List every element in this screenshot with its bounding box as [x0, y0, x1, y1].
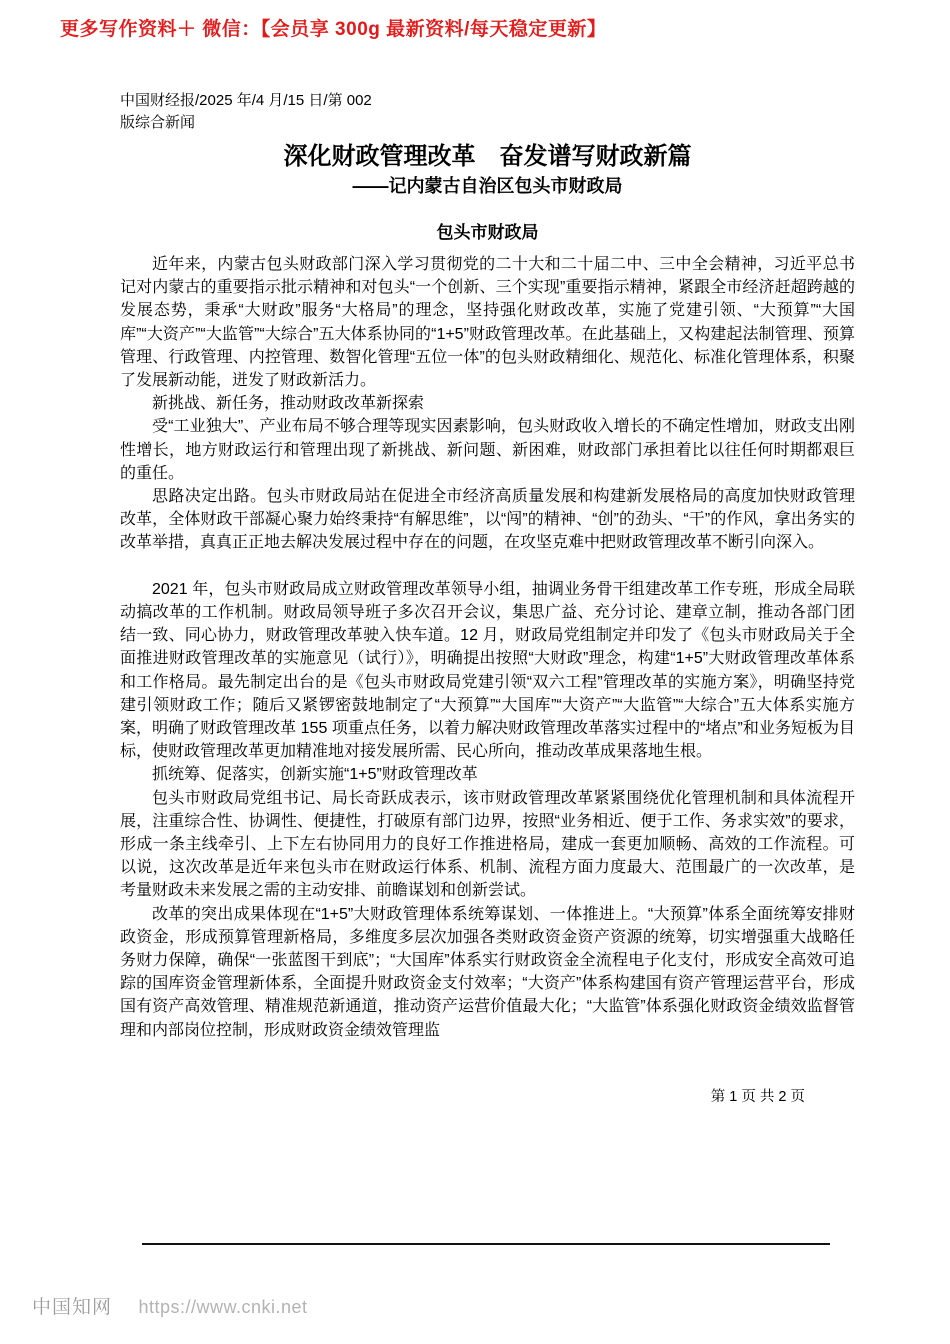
article-subtitle: ——记内蒙古自治区包头市财政局: [352, 176, 623, 196]
article-title: 深化财政管理改革 奋发谱写财政新篇: [283, 143, 692, 170]
article-author: 包头市财政局: [436, 223, 539, 242]
paragraph: 近年来，内蒙古包头财政部门深入学习贯彻党的二十大和二十届二中、三中全会精神，习近平总书记对内蒙古的重要指示批示精神和对包头“一个创新、三个实现”重要指示精神，紧跟全市经济赶超跨越的发展态势，秉承“大财政”服务“大格局”的理念，坚持强化财政改革，实施了党建引领、“大预算”“大国库”“大资产”“大监管”“大综合”五大体系协同的“1+5”财政管理改革。在此基础上，又构建起法制管理、预算管理、行政管理、内控管理、数智化管理“五位一体”的包头财政精细化、规范化、标准化管理体系，积聚了发展新动能，迸发了财政新活力。: [120, 256, 855, 390]
section-subheading: 抓统筹、促落实，创新实施“1+5”财政管理改革: [152, 766, 478, 784]
bottom-divider: [142, 1243, 830, 1245]
promo-banner: 更多写作资料＋ 微信：【会员享 300g 最新资料/每天稳定更新】: [60, 19, 607, 40]
article-body: [120, 253, 855, 1042]
source-line-2: 版综合新闻: [120, 114, 196, 131]
paragraph: 思路决定出路。包头市财政局站在促进全市经济高质量发展和构建新发展格局的高度加快财政管理改革，全体财政干部凝心聚力始终秉持“有解思维”，以“闯”的精神、“创”的劲头、“干”的作风，拿出务实的改革举措，真真正正地去解决发展过程中存在的问题，在攻坚克难中把财政管理改革不断引向深入。: [120, 488, 855, 552]
paragraph: 改革的突出成果体现在“1+5”大财政管理体系统筹谋划、一体推进上。“大预算”体系全面统筹安排财政资金，形成预算管理新格局，多维度多层次加强各类财政资金资产资源的统筹，切实增强重大战略任务财力保障，确保“一张蓝图干到底”；“大国库”体系实行财政资金全流程电子化支付，形成安全高效可追踪的国库资金管理新体系，全面提升财政资金支付效率；“大资产”体系构建国有资产管理运营平台，形成国有资产高效管理、精准规范新通道，推动资产运营价值最大化；“大监管”体系强化财政资金绩效监督管理和内部岗位控制，形成财政资金绩效管理监: [120, 905, 855, 1039]
cnki-logo-text: 中国知网: [32, 1297, 113, 1318]
page-indicator: 第 1 页 共 2 页: [710, 1089, 805, 1105]
source-line-1: 中国财经报/2025 年/4 月/15 日/第 002: [120, 92, 372, 109]
cnki-url-link[interactable]: https://www.cnki.net: [138, 1297, 308, 1317]
paragraph: 受“工业独大”、产业布局不够合理等现实因素影响，包头财政收入增长的不确定性增加，财政支出刚性增长，地方财政运行和管理出现了新挑战、新问题、新困难，财政部门承担着比以往任何时期都艰巨的重任。: [120, 418, 855, 482]
watermark: [32, 1292, 308, 1319]
section-subheading: 新挑战、新任务，推动财政改革新探索: [152, 395, 425, 413]
document-page: [120, 90, 855, 1042]
paragraph: 2021 年，包头市财政局成立财政管理改革领导小组，抽调业务骨干组建改革工作专班，形成全局联动搞改革的工作机制。财政局领导班子多次召开会议，集思广益、充分讨论、建章立制，推动各部门团结一致、同心协力，财政管理改革驶入快车道。12 月，财政局党组制定并印发了《包头市财政局关于全面推进财政管理改革的实施意见（试行）》，明确提出按照“大财政”理念，构建“1+5”大财政管理改革体系和工作格局。最先制定出台的是《包头市财政局党建引领“双六工程”管理改革的实施方案》，明确坚持党建引领财政工作；随后又紧锣密鼓地制定了“大预算”“大国库”“大资产”“大监管”“大综合”五大体系实施方案，明确了财政管理改革 155 项重点任务，以着力解决财政管理改革落实过程中的“堵点”和业务短板为目标，使财政管理改革更加精准地对接发展所需、民心所向，推动改革成果落地生根。: [120, 580, 855, 761]
paragraph: 包头市财政局党组书记、局长奇跃成表示，该市财政管理改革紧紧围绕优化管理机制和具体流程开展，注重综合性、协调性、便捷性，打破原有部门边界，按照“业务相近、便于工作、务求实效”的要求，形成一条主线牵引、上下左右协同用力的良好工作推进格局，建成一套更加顺畅、高效的工作流程。可以说，这次改革是近年来包头市在财政运行体系、机制、流程方面力度最大、范围最广的一次改革，是考量财政未来发展之需的主动安排、前瞻谋划和创新尝试。: [120, 789, 855, 900]
